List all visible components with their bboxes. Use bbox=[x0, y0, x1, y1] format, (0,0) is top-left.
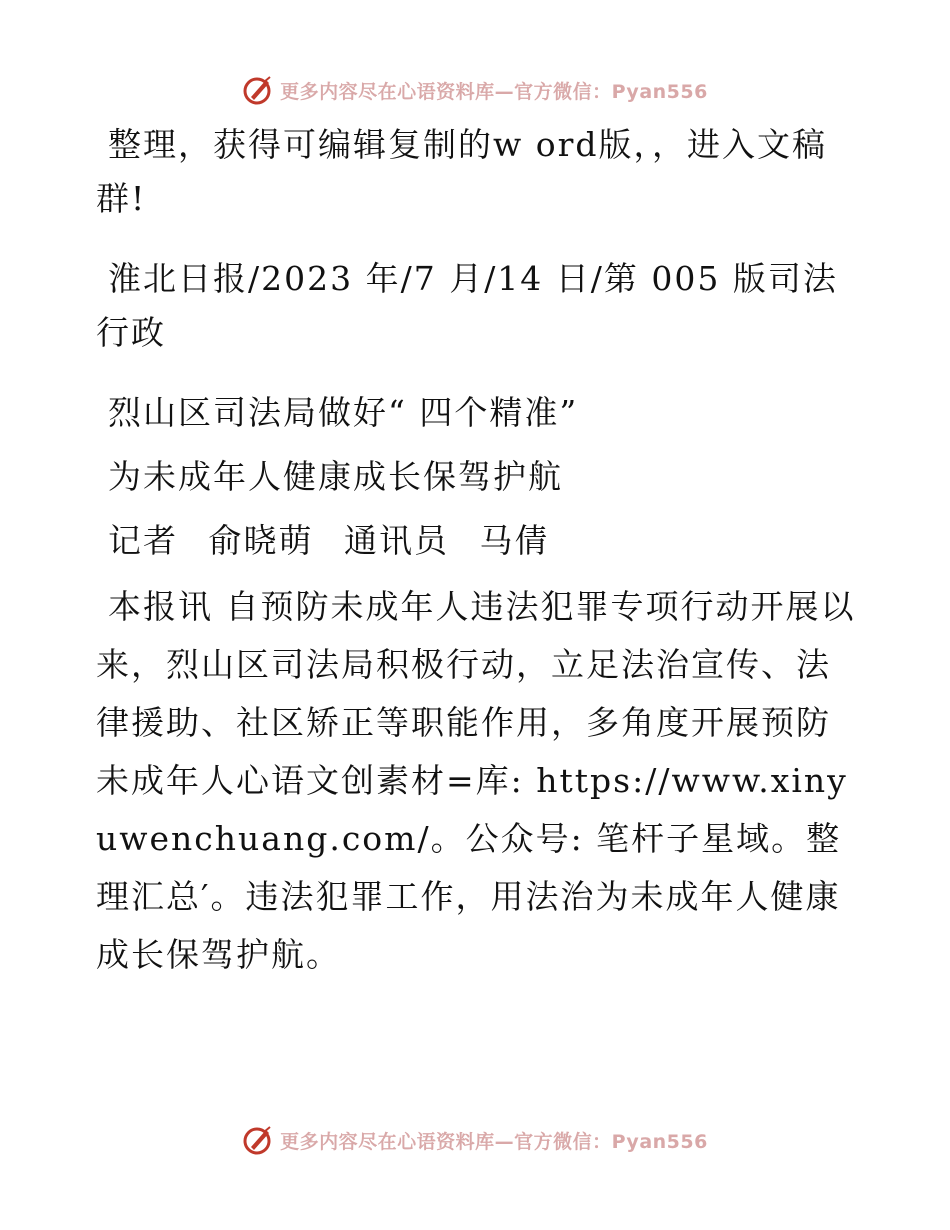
watermark-group bbox=[242, 74, 708, 106]
source-line: 淮北日报/2023 年/7 月/14 日/第 005 版司法行政 bbox=[96, 259, 838, 352]
watermark-text: 更多内容尽在心语资料库—官方微信：Pyan556 bbox=[280, 80, 708, 103]
article-title-line-2: 为未成年人健康成长保驾护航 bbox=[108, 457, 563, 496]
watermark-text: 更多内容尽在心语资料库—官方微信：Pyan556 bbox=[280, 1130, 708, 1153]
article-title-line-1: 烈山区司法局做好“ 四个精准” bbox=[108, 393, 579, 432]
watermark-group bbox=[242, 1124, 708, 1156]
intro-paragraph: 整理，获得可编辑复制的w ord版，，进入文稿群! bbox=[96, 125, 828, 218]
body-paragraph: 本报讯 自预防未成年人违法犯罪专项行动开展以来，烈山区司法局积极行动，立足法治宣传、法律援助、社区矫正等职能作用，多角度开展预防未成年人心语文创素材=库: https://www.xinyuwenchuang.com/。公众号: 笔杆子星域。整理汇总′。违法犯罪工作，用法治为未成年人健康成长保驾护航。 bbox=[96, 587, 856, 974]
footer-watermark bbox=[0, 1120, 950, 1160]
quill-logo-icon bbox=[242, 1124, 274, 1156]
document-body bbox=[96, 118, 856, 984]
quill-logo-icon bbox=[242, 74, 274, 106]
byline: 记者 俞晓萌 通讯员 马倩 bbox=[108, 521, 550, 560]
header-watermark bbox=[0, 70, 950, 110]
